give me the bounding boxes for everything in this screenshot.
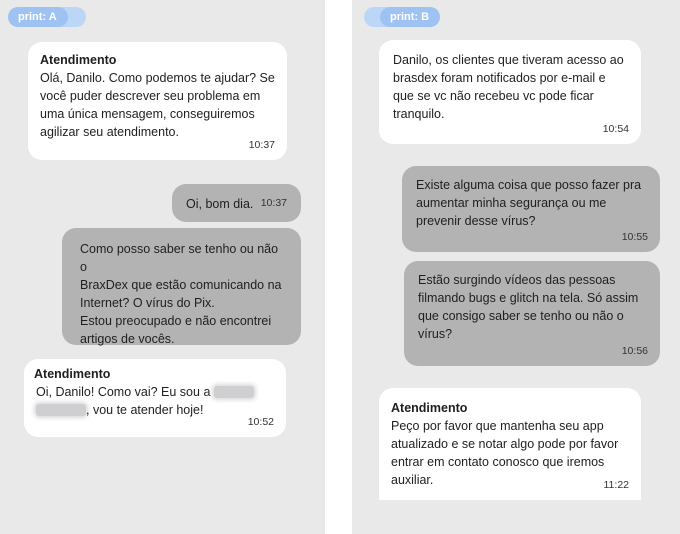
print-tag-label: print: B [380,7,440,27]
print-tag-label: print: A [8,7,68,27]
redacted-name-blur [214,386,254,398]
message-time: 10:56 [621,345,648,357]
print-tag-b [364,7,440,27]
outgoing-message-bubble [402,166,660,252]
chat-panel-b [352,0,680,534]
message-text [34,383,276,419]
outgoing-message-bubble [404,261,660,366]
message-time: 10:37 [260,197,287,209]
message-time: 10:52 [247,416,274,428]
redacted-name-blur [36,404,86,416]
sender-name: Atendimento [40,53,117,67]
message-text: Existe alguma coisa que posso fazer pra aumentar minha segurança ou me prevenir desse vírus? [416,178,642,228]
message-text: Oi, bom dia. [186,197,254,211]
incoming-message-bubble [28,42,287,160]
message-time: 11:22 [603,479,629,491]
message-time: 10:37 [248,139,275,151]
message-text: Peço por favor que mantenha seu app atualizado e se notar algo pode por favor entrar em contato conosco que iremos auxiliar. [391,419,619,487]
message-text: Como posso saber se tenho ou não o BraxDex que estão comunicando na Internet? O vírus do Pix. Estou preocupado e não encontrei artigos de vocês. [80,242,282,346]
print-tag-a [8,7,86,27]
incoming-message-bubble [379,40,641,144]
incoming-message-bubble [379,388,641,500]
message-time: 10:54 [602,123,629,135]
message-text-part: Oi, Danilo! Como vai? Eu sou a [36,385,211,399]
outgoing-message-bubble [62,228,301,345]
chat-panel-a [0,0,325,534]
outgoing-message-bubble [172,184,301,222]
sender-name: Atendimento [34,367,111,381]
sender-name: Atendimento [391,401,468,415]
message-time: 10:55 [621,231,648,243]
message-text: Olá, Danilo. Como podemos te ajudar? Se você puder descrever seu problema em uma única mensagem, conseguiremos agilizar seu atendimento. [40,71,275,139]
message-text: Danilo, os clientes que tiveram acesso ao brasdex foram notificados por e-mail e que se vc não recebeu vc pode ficar tranquilo. [393,53,624,121]
message-text-part: , vou te atender hoje! [86,403,204,417]
message-text: Estão surgindo vídeos das pessoas filmando bugs e glitch na tela. Só assim que consigo saber se tenho ou não o vírus? [418,273,639,341]
incoming-message-bubble [24,359,286,437]
